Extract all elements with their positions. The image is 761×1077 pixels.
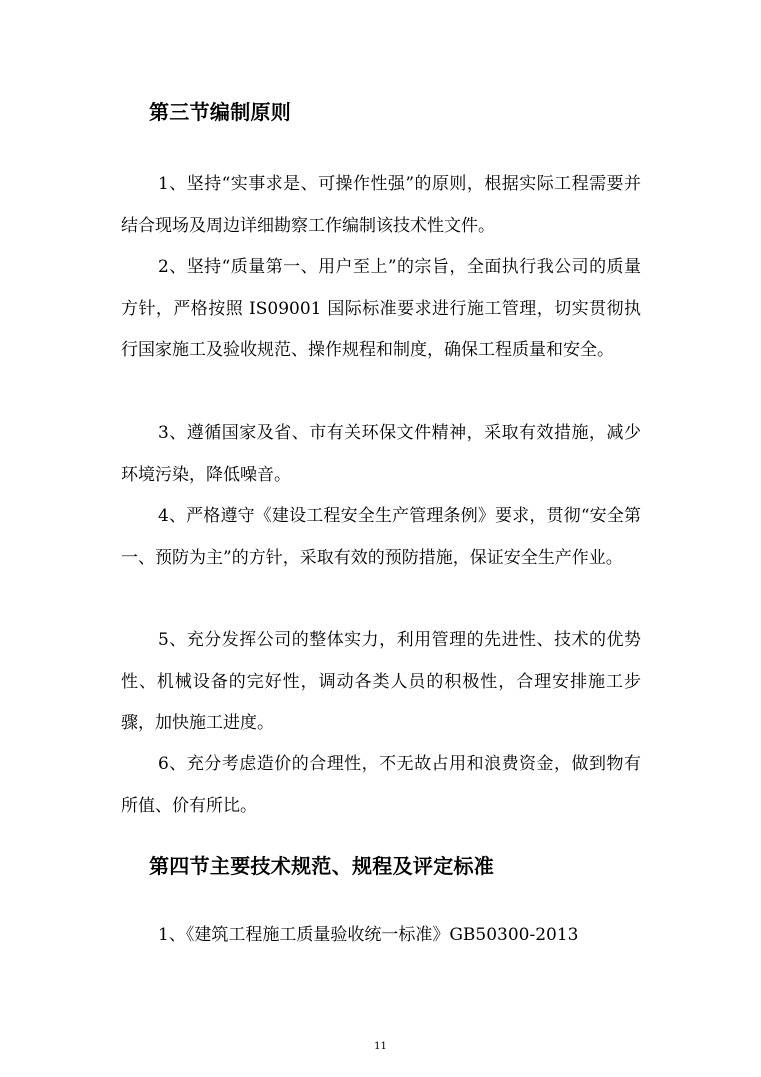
section-4-item-1: 1、《建筑工程施工质量验收统一标准》GB50300-2013 [158,925,579,945]
section-3-item-5: 5、充分发挥公司的整体实力，利用管理的先进性、技术的优势性、机械设备的完好性，调动各类人员的积极性，合理安排施工步骤，加快施工进度。 [121,630,641,733]
page-number: 11 [374,1041,387,1052]
section-4-heading: 第四节主要技术规范、规程及评定标准 [149,854,495,878]
section-3-item-4: 4、严格遵守《建设工程安全生产管理条例》要求，贯彻“安全第一、预防为主”的方针，采取有效的预防措施，保证安全生产作业。 [121,506,641,568]
section-3-heading: 第三节编制原则 [149,100,292,124]
section-3-item-2: 2、坚持“质量第一、用户至上”的宗旨，全面执行我公司的质量方针，严格按照 IS09001 国际标准要求进行施工管理，切实贯彻执行国家施工及验收规范、操作规程和制度，确保工程质量和安全。 [121,257,641,360]
section-3-item-6: 6、充分考虑造价的合理性，不无故占用和浪费资金，做到物有所值、价有所比。 [121,754,641,816]
section-3-item-3: 3、遵循国家及省、市有关环保文件精神，采取有效措施，减少环境污染，降低噪音。 [121,423,641,485]
section-3-item-1: 1、坚持“实事求是、可操作性强”的原则，根据实际工程需要并结合现场及周边详细勘察工作编制该技术性文件。 [121,174,641,236]
